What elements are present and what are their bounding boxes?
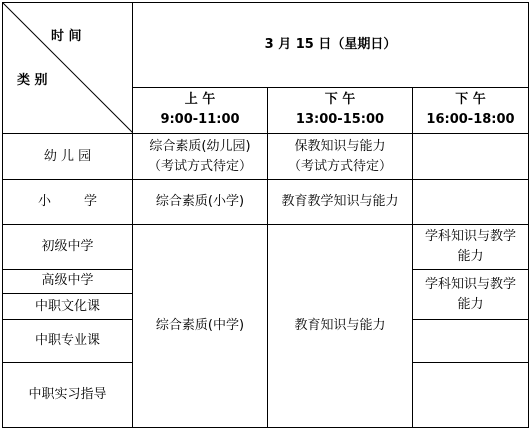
- kindergarten-session-1: [133, 133, 268, 179]
- category-junior-middle: 初级中学: [3, 224, 133, 269]
- session-label: 下 午: [455, 92, 486, 108]
- subject-line: 保教知识与能力: [294, 138, 386, 154]
- subject-line: 学科知识与教学: [425, 276, 517, 292]
- subject-line: 学科知识与教学: [425, 228, 517, 244]
- corner-category-label: 类 别: [17, 73, 48, 88]
- category-voc-professional: 中职专业课: [3, 320, 133, 363]
- senior-voc-culture-session-3: [413, 269, 529, 319]
- category-senior-middle: 高级中学: [3, 269, 133, 293]
- session-time: 16:00-18:00: [426, 112, 515, 128]
- kindergarten-session-3: [413, 133, 529, 179]
- session-time: 13:00-15:00: [295, 112, 385, 128]
- exam-schedule-table: [2, 2, 529, 428]
- session-label: 上 午: [184, 92, 216, 108]
- session-time: 9:00-11:00: [160, 112, 240, 128]
- corner-time-label: 时 间: [51, 29, 82, 44]
- category-primary: 小 学: [3, 180, 133, 224]
- voc-professional-session-3: [413, 320, 529, 363]
- category-voc-culture: 中职文化课: [3, 294, 133, 320]
- row-junior-middle: [3, 224, 529, 269]
- secondary-session-1: 综合素质(中学): [133, 224, 268, 427]
- voc-practice-session-3: [413, 363, 529, 428]
- category-kindergarten: 幼 儿 园: [3, 133, 133, 179]
- subject-note: （考试方式待定）: [287, 158, 392, 174]
- date-header: 3 月 15 日（星期日）: [133, 3, 529, 88]
- row-primary: [3, 180, 529, 224]
- diagonal-line: [3, 3, 133, 133]
- header-row-date: [3, 3, 529, 88]
- junior-middle-session-3: [413, 224, 529, 269]
- primary-session-1: 综合素质(小学): [133, 180, 268, 224]
- subject-note: （考试方式待定）: [147, 158, 252, 174]
- session-label: 下 午: [324, 92, 356, 108]
- session-header-afternoon-2: [413, 87, 529, 133]
- subject-line: 能力: [457, 248, 484, 264]
- primary-session-2: 教育教学知识与能力: [268, 180, 413, 224]
- session-header-morning: [133, 87, 268, 133]
- category-voc-practice: 中职实习指导: [3, 363, 133, 428]
- subject-line: 综合素质(幼儿园): [149, 138, 251, 154]
- secondary-session-2: 教育知识与能力: [268, 224, 413, 427]
- kindergarten-session-2: [268, 133, 413, 179]
- subject-line: 能力: [457, 296, 484, 312]
- primary-session-3: [413, 180, 529, 224]
- corner-header-cell: [3, 3, 133, 134]
- row-kindergarten: [3, 133, 529, 179]
- session-header-afternoon-1: [268, 87, 413, 133]
